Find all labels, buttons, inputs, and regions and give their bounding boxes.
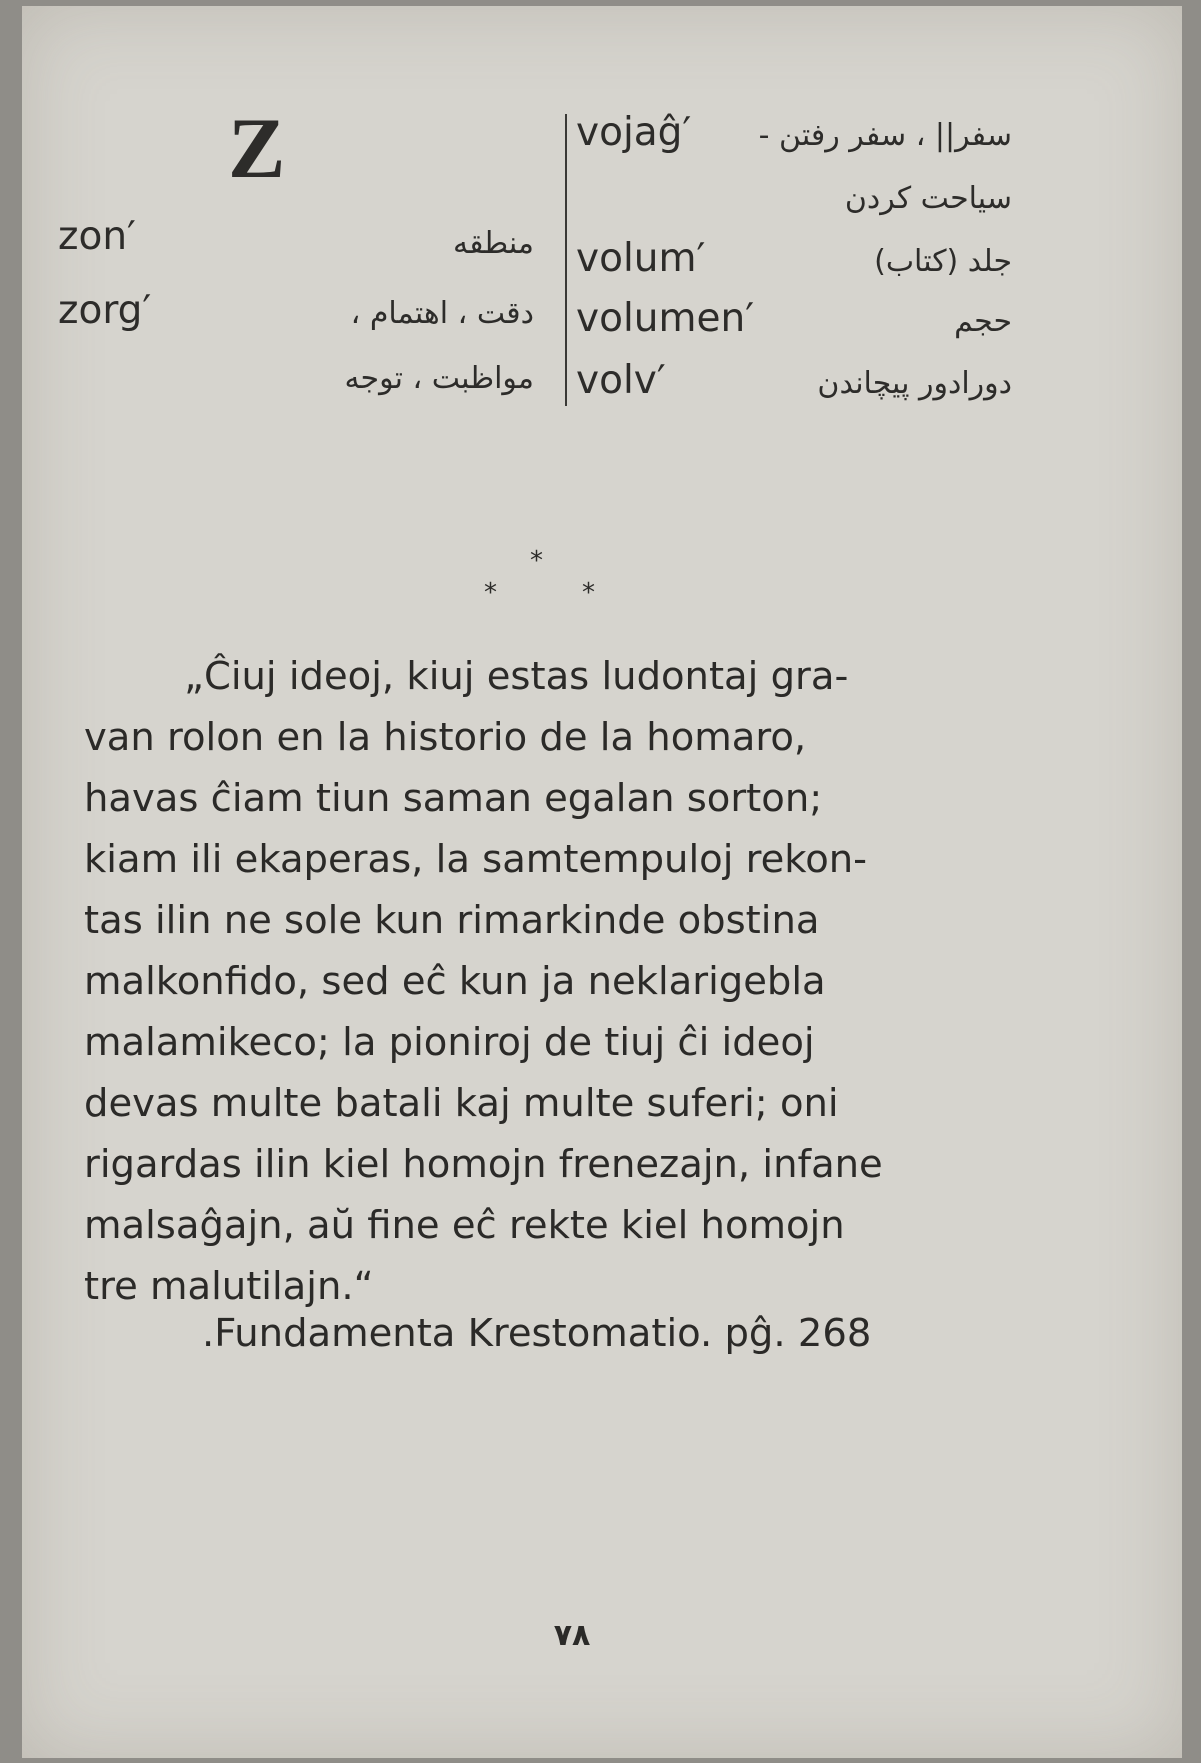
quote-paragraph [84,646,1032,1317]
entry-translation-zon: منطقه [453,226,534,261]
entry-word-volv: volv′ [576,358,666,403]
quote-line: kiam ili ekaperas, la samtempuloj rekon- [84,837,868,882]
entry-translation-volum: جلد (کتاب) [874,244,1012,279]
entry-translation-vojag-cont: سیاحت کردن [844,181,1012,216]
quote-line: malamikeco; la pioniroj de tiuj ĉi ideoj [84,1020,815,1065]
entry-word-volumen: volumen′ [576,296,755,341]
page-number: ۷۸ [553,1618,591,1653]
column-divider [565,114,567,406]
quote-line: rigardas ilin kiel homojn frenezajn, infane [84,1142,883,1187]
separator-star-top: * [530,546,543,576]
quote-line: devas multe batali kaj multe suferi; oni [84,1081,839,1126]
book-page [22,6,1182,1758]
entry-word-vojag: vojaĝ′ [576,110,692,155]
entry-translation-zorg: دقت ، اهتمام ، [350,296,534,331]
section-letter: Z [228,100,286,196]
quote-line: havas ĉiam tiun saman egalan sorton; [84,776,823,821]
quote-line: malkonfido, sed eĉ kun ja neklarigebla [84,959,826,1004]
entry-word-zon: zon′ [58,214,136,259]
quote-line: „Ĉiuj ideoj, kiuj estas ludontaj gra- [184,654,849,699]
entry-translation-volumen: حجم [954,304,1012,339]
entry-translation-zorg-cont: مواظبت ، توجه [344,361,534,396]
entry-translation-volv: دورادور پیچاندن [817,366,1012,401]
separator-star-left: * [484,578,497,608]
separator-star-right: * [582,578,595,608]
entry-word-volum: volum′ [576,236,706,281]
entry-word-zorg: zorg′ [58,288,152,333]
quote-line: malsaĝajn, aŭ fine eĉ rekte kiel homojn [84,1203,845,1248]
quote-source: .Fundamenta Krestomatio. pĝ. 268 [202,1311,872,1356]
entry-translation-vojag: سفر|| ، سفر رفتن - [758,118,1012,153]
quote-line: van rolon en la historio de la homaro, [84,715,807,760]
quote-line: tre malutilajn.“ [84,1264,374,1309]
quote-line: tas ilin ne sole kun rimarkinde obstina [84,898,820,943]
